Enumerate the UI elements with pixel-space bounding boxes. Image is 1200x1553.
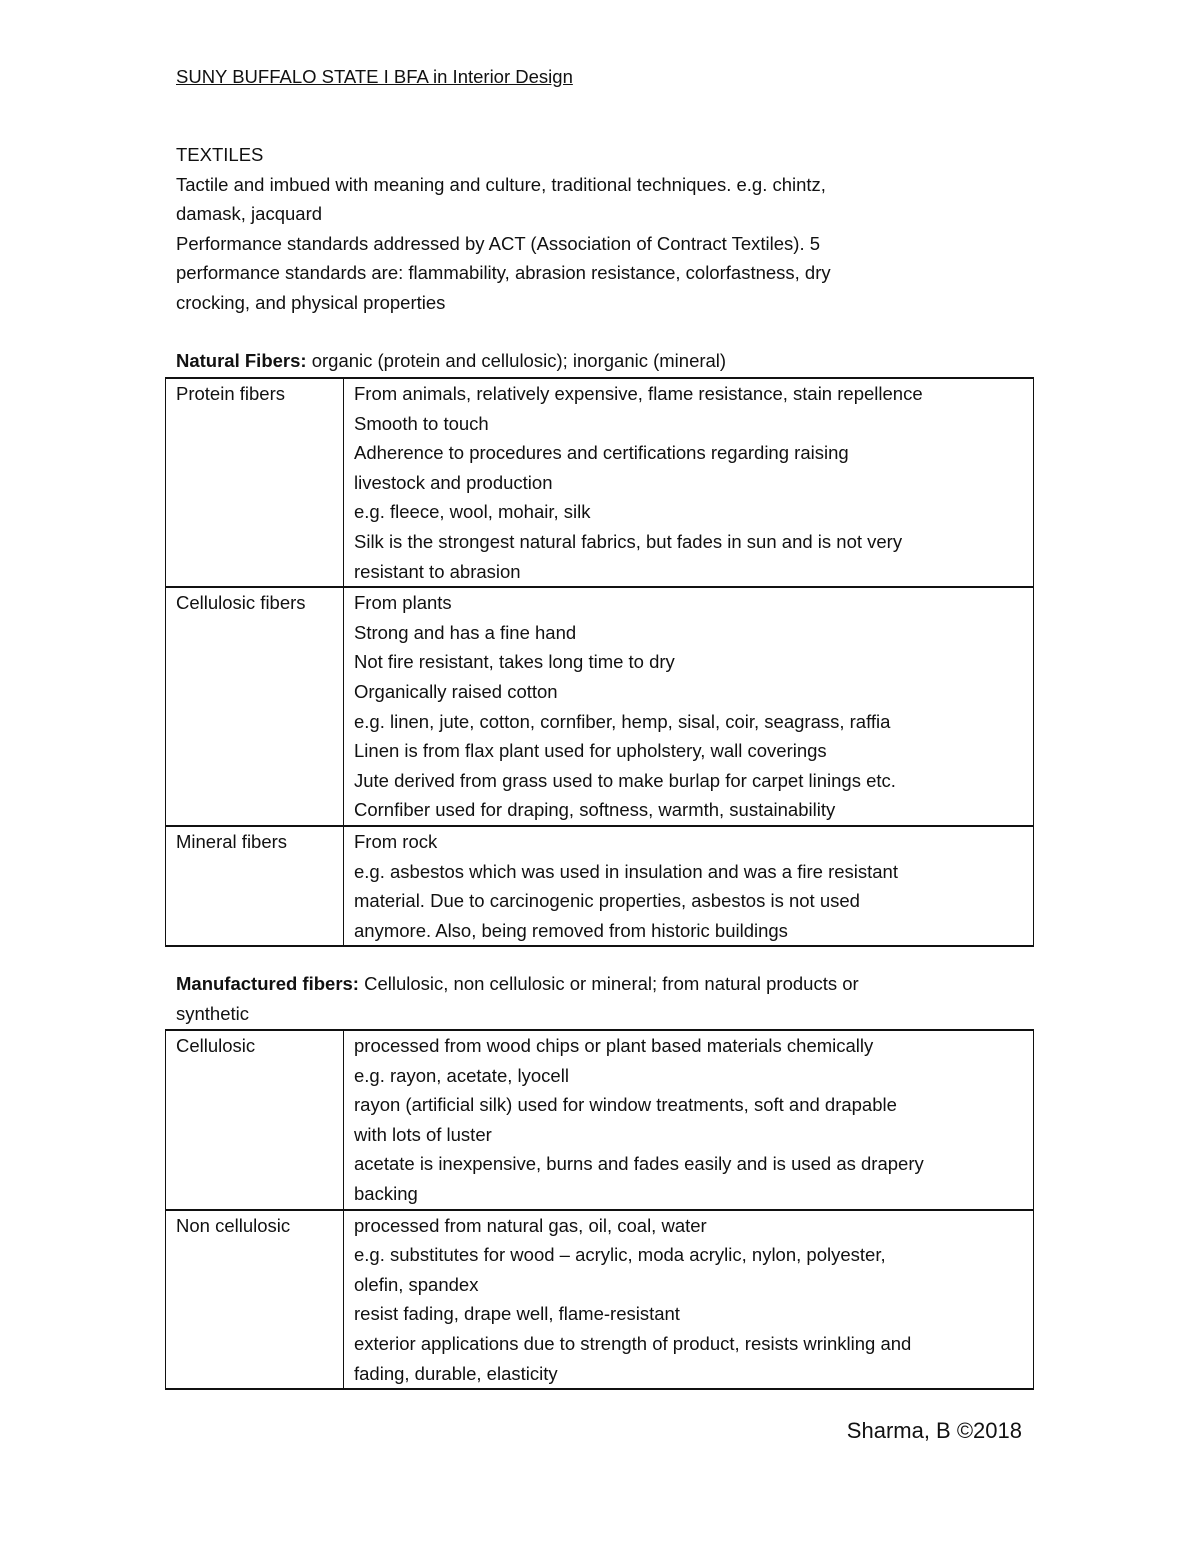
row-content-cell [344,378,1034,587]
content-line: fading, durable, elasticity [354,1362,558,1384]
content-line: livestock and production [354,471,553,493]
table-row [166,1210,1034,1390]
content-line: From plants [354,592,452,614]
content-line: e.g. rayon, acetate, lyocell [354,1064,569,1086]
row-content-cell [344,1030,1034,1210]
content-line: processed from natural gas, oil, coal, water [354,1214,707,1236]
row-label-cell [166,826,344,946]
intro-line: damask, jacquard [176,203,323,225]
table-row [166,1030,1034,1210]
content-line: processed from wood chips or plant based materials chemically [354,1035,874,1056]
heading-line2: synthetic [176,1002,250,1024]
table-row [166,826,1034,946]
table-row [166,587,1034,826]
manufactured-fibers-table [165,1029,1034,1390]
content-line: Not fire resistant, takes long time to dry [354,651,675,673]
row-label-cell [166,1210,344,1390]
heading-bold: Manufactured fibers: [176,973,359,994]
content-line: From rock [354,830,438,852]
intro [176,140,831,318]
content-line: Adherence to procedures and certifications regarding raising [354,442,849,464]
content-line: resistant to abrasion [354,560,521,582]
row-label: Cellulosic [176,1035,256,1056]
table-row [166,378,1034,587]
row-label: Mineral fibers [176,830,288,852]
content-line: e.g. asbestos which was used in insulation and was a fire resistant [354,860,898,882]
heading-bold: Natural Fibers: [176,350,307,371]
heading-rest: organic (protein and cellulosic); inorganic (mineral) [306,350,727,371]
footer-copyright: Sharma, B ©2018 [846,1418,1022,1443]
content-line: backing [354,1182,418,1204]
row-label-cell [166,587,344,826]
content-line: e.g. linen, jute, cotton, cornfiber, hemp, sisal, coir, seagrass, raffia [354,710,891,732]
row-label-cell [166,378,344,587]
content-line: Organically raised cotton [354,680,558,702]
content-line: From animals, relatively expensive, flame resistance, stain repellence [354,383,923,404]
natural-fibers-heading [176,346,726,376]
intro-line: crocking, and physical properties [176,291,446,313]
row-label-cell [166,1030,344,1210]
content-line: Strong and has a fine hand [354,621,577,643]
content-line: anymore. Also, being removed from historic buildings [354,919,788,941]
content-line: with lots of luster [354,1123,492,1145]
natural-fibers-table [165,377,1034,947]
row-label: Non cellulosic [176,1214,291,1236]
document-header: SUNY BUFFALO STATE I BFA in Interior Design [176,66,573,87]
content-line: resist fading, drape well, flame-resistant [354,1303,680,1325]
content-line: Silk is the strongest natural fabrics, but fades in sun and is not very [354,530,903,552]
content-line: rayon (artificial silk) used for window treatments, soft and drapable [354,1094,897,1116]
content-line: Smooth to touch [354,412,489,434]
heading-rest: Cellulosic, non cellulosic or mineral; from natural products or [358,973,859,994]
content-line: Linen is from flax plant used for upholstery, wall coverings [354,740,827,762]
content-line: Cornfiber used for draping, softness, warmth, sustainability [354,799,836,821]
row-content-cell [344,587,1034,826]
row-content-cell [344,1210,1034,1390]
content-line: exterior applications due to strength of product, resists wrinkling and [354,1332,912,1354]
content-line: e.g. fleece, wool, mohair, silk [354,501,591,523]
row-content-cell [344,826,1034,946]
manufactured-fibers-heading [176,969,859,1028]
content-line: acetate is inexpensive, burns and fades easily and is used as drapery [354,1153,924,1175]
content-line: olefin, spandex [354,1273,479,1295]
intro-line: Performance standards addressed by ACT (Association of Contract Textiles). 5 [176,232,821,254]
section-title: TEXTILES [176,144,264,165]
content-line: Jute derived from grass used to make burlap for carpet linings etc. [354,769,896,791]
content-line: e.g. substitutes for wood – acrylic, moda acrylic, nylon, polyester, [354,1244,886,1266]
intro-line: performance standards are: flammability, abrasion resistance, colorfastness, dry [176,262,831,284]
row-label: Cellulosic fibers [176,592,306,614]
intro-line: Tactile and imbued with meaning and culture, traditional techniques. e.g. chintz, [176,173,826,195]
row-label: Protein fibers [176,383,285,404]
content-line: material. Due to carcinogenic properties, asbestos is not used [354,890,860,912]
